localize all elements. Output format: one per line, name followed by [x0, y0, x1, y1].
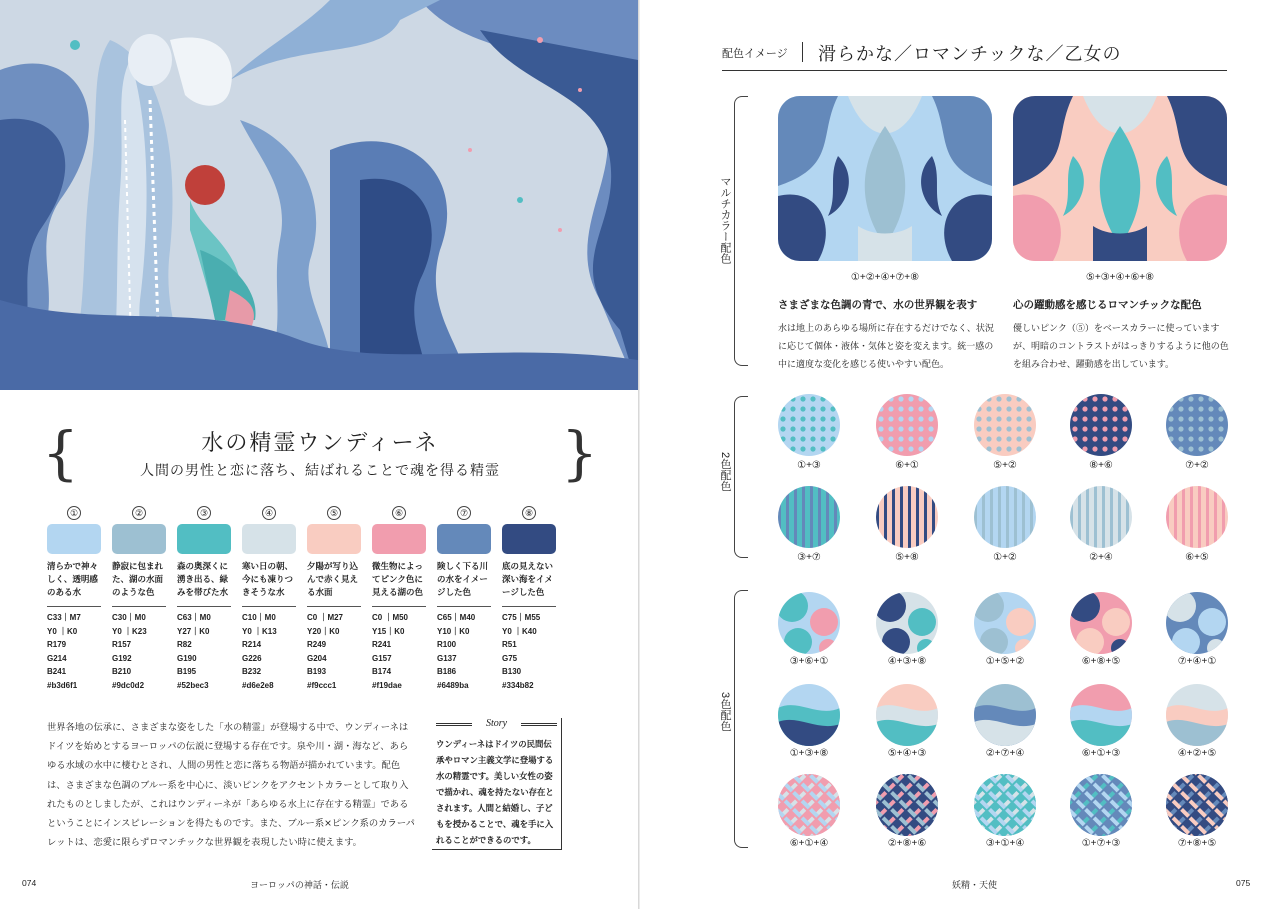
two-color-pattern	[1070, 486, 1132, 548]
multi-caption-2: ⑤+③+④+⑥+⑧	[1085, 272, 1155, 283]
three-color-caption: ③+⑥+①	[789, 656, 829, 667]
footer-right: 妖精・天使	[952, 881, 998, 891]
swatch-1	[47, 506, 101, 693]
swatch-number: ⑦	[457, 506, 471, 520]
color-values: C0 ｜M27 Y20｜K0 R249 G204 B193 #f9ccc1	[307, 613, 344, 690]
three-color-caption: ②+⑦+④	[985, 748, 1025, 759]
multi-pattern-2	[1013, 96, 1227, 261]
swatch-number: ④	[262, 506, 276, 520]
story-text: ウンディーネはドイツの民間伝承やロマン主義文学に登場する水の精霊です。美しい女性の姿で描かれ、魂を持たない存在とされます。人間と結婚し、子どもを授かることで、魂を手に入れることができるのです。	[436, 739, 554, 845]
two-color-caption: ⑦+②	[1185, 460, 1209, 471]
three-color-pattern	[974, 592, 1036, 654]
swatch-number: ⑤	[327, 506, 341, 520]
page-number-left: 074	[22, 878, 37, 888]
swatch-4	[242, 506, 296, 693]
page-title: 水の精霊ウンディーネ	[201, 431, 439, 456]
color-values: C0 ｜M50 Y15｜K0 R241 G157 B174 #f19dae	[372, 613, 409, 690]
three-color-pattern	[778, 774, 840, 836]
color-chip	[502, 524, 556, 554]
three-color-pattern	[1166, 774, 1228, 836]
divider	[372, 606, 426, 607]
swatch-7	[437, 506, 491, 693]
two-color-pattern	[876, 486, 938, 548]
three-color-caption: ⑤+④+③	[887, 748, 927, 759]
color-chip	[47, 524, 101, 554]
multi-heading-1: さまざまな色調の青で、水の世界観を表す	[778, 299, 978, 311]
three-color-pattern	[778, 592, 840, 654]
divider	[112, 606, 166, 607]
multi-pattern-1	[778, 96, 992, 261]
swatch-number: ①	[67, 506, 81, 520]
three-color-pattern	[974, 774, 1036, 836]
two-color-caption: ⑤+⑧	[895, 552, 919, 563]
multi-bracket	[734, 96, 748, 366]
two-color-caption: ⑥+①	[895, 460, 919, 471]
multi-caption-1: ①+②+④+⑦+⑧	[850, 272, 920, 283]
three-color-caption: ⑥+⑧+⑤	[1081, 656, 1121, 667]
multi-text-1: 水は地上のあらゆる場所に存在するだけでなく、状況に応じて個体・液体・気体と姿を変えます。統一感の中に適度な変化を感じる使いやすい配色。	[778, 324, 994, 370]
swatch-8	[502, 506, 556, 693]
three-color-pattern	[1070, 684, 1132, 746]
swatch-description: 底の見えない深い海をイメージした色	[502, 561, 554, 597]
undine-illustration	[0, 0, 638, 390]
divider	[242, 606, 296, 607]
body-text: 世界各地の伝承に、さまざまな姿をした「水の精霊」が登場する中で、ウンディーネはドイツを始めとするヨーロッパの伝説に登場する存在です。泉や川・湖・海など、あらゆる水域の水中に棲むとされ、人間の男性と恋に落ちる物語が描かれています。配色は、さまざまな色調のブルー系を中心に、淡いピンクをアクセントカラーとして取り入れたものとしましたが、これはウンディーネが「あらゆる水上に存在する精霊」であるということにインスピレーションを得たものです。また、ブルー系×ピンク系のカラーパレットは、恋愛に限らずロマンチックな世界観を表現したい時に使えます。	[47, 722, 415, 849]
swatch-description: 静寂に包まれた、湖の水面のような色	[112, 561, 164, 597]
color-chip	[437, 524, 491, 554]
swatch-number: ⑥	[392, 506, 406, 520]
three-color-caption: ①+⑦+③	[1081, 838, 1121, 849]
two-color-caption: ③+⑦	[797, 552, 821, 563]
left-brace: {	[42, 419, 79, 487]
header-rule	[722, 70, 1227, 71]
two-color-caption: ①+②	[993, 552, 1017, 563]
swatch-description: 森の奥深くに湧き出る、緑みを帯びた水	[177, 561, 229, 597]
two-color-pattern	[974, 394, 1036, 456]
swatch-description: 清らかで神々しく、透明感のある水	[47, 561, 99, 597]
multi-label: マルチカラー配色	[719, 176, 731, 264]
two-color-caption: ⑤+②	[993, 460, 1017, 471]
color-chip	[372, 524, 426, 554]
swatch-number: ⑧	[522, 506, 536, 520]
story-box	[432, 718, 562, 850]
three-color-caption: ②+⑧+⑥	[887, 838, 927, 849]
three-color-caption: ①+⑤+②	[985, 656, 1025, 667]
color-chip	[112, 524, 166, 554]
title-block	[40, 419, 600, 487]
three-bracket	[734, 590, 748, 848]
two-color-caption: ②+④	[1089, 552, 1113, 563]
two-color-caption: ①+③	[797, 460, 821, 471]
three-color-pattern	[1166, 592, 1228, 654]
color-values: C30｜M0 Y0 ｜K23 R157 G192 B210 #9dc0d2	[112, 613, 147, 690]
three-color-pattern	[974, 684, 1036, 746]
divider	[307, 606, 361, 607]
three-color-caption: ①+③+⑧	[789, 748, 829, 759]
color-values: C10｜M0 Y0 ｜K13 R214 G226 B232 #d6e2e8	[242, 613, 277, 690]
swatch-6	[372, 506, 426, 693]
two-color-pattern	[1166, 486, 1228, 548]
three-color-pattern	[876, 774, 938, 836]
three-color-pattern	[876, 592, 938, 654]
three-color-caption: ③+①+④	[985, 838, 1025, 849]
two-color-pattern	[974, 486, 1036, 548]
color-values: C65｜M40 Y10｜K0 R100 G137 B186 #6489ba	[437, 613, 476, 690]
three-color-pattern	[1070, 592, 1132, 654]
swatch-description: 微生物によってピンク色に見える湖の色	[372, 561, 424, 597]
three-color-caption: ⑥+①+③	[1081, 748, 1121, 759]
three-color-caption: ⑥+①+④	[789, 838, 829, 849]
color-chip	[307, 524, 361, 554]
three-color-caption: ⑦+④+①	[1177, 656, 1217, 667]
multi-heading-2: 心の躍動感を感じるロマンチックな配色	[1013, 299, 1202, 311]
two-color-pattern	[778, 486, 840, 548]
divider	[502, 606, 556, 607]
divider	[47, 606, 101, 607]
swatch-description: 夕陽が写り込んで赤く見える水面	[307, 561, 359, 597]
color-chip	[242, 524, 296, 554]
swatch-3	[177, 506, 231, 693]
swatch-description: 険しく下る川の水をイメージした色	[437, 561, 489, 597]
color-values: C33｜M7 Y0 ｜K0 R179 G214 B241 #b3d6f1	[47, 613, 81, 690]
gutter	[638, 0, 640, 909]
story-heading: Story	[432, 718, 561, 730]
three-color-caption: ④+③+⑧	[887, 656, 927, 667]
three-color-pattern	[778, 684, 840, 746]
swatch-description: 寒い日の朝、今にも凍りつきそうな水	[242, 561, 294, 597]
two-color-pattern	[1166, 394, 1228, 456]
three-color-pattern	[1166, 684, 1228, 746]
two-color-caption: ⑥+⑤	[1185, 552, 1209, 563]
footer-left: ヨーロッパの神話・伝説	[250, 881, 349, 891]
three-label: 3色配色	[719, 692, 731, 732]
two-color-caption: ⑧+⑥	[1089, 460, 1113, 471]
two-color-pattern	[778, 394, 840, 456]
color-swatches	[47, 506, 607, 696]
three-color-pattern	[876, 684, 938, 746]
swatch-2	[112, 506, 166, 693]
color-values: C63｜M0 Y27｜K0 R82 G190 B195 #52bec3	[177, 613, 211, 690]
two-color-pattern	[876, 394, 938, 456]
two-label: 2色配色	[719, 452, 731, 492]
three-color-pattern	[1070, 774, 1132, 836]
header-title: 滑らかな／ロマンチックな／乙女の	[818, 44, 1122, 65]
three-color-caption: ⑦+⑧+⑤	[1177, 838, 1217, 849]
right-brace: }	[561, 419, 598, 487]
two-color-pattern	[1070, 394, 1132, 456]
two-bracket	[734, 396, 748, 558]
page-number-right: 075	[1236, 878, 1251, 888]
color-chip	[177, 524, 231, 554]
header-separator	[802, 42, 803, 62]
page-subtitle: 人間の男性と恋に落ち、結ばれることで魂を得る精霊	[140, 463, 500, 479]
divider	[437, 606, 491, 607]
divider	[177, 606, 231, 607]
swatch-number: ③	[197, 506, 211, 520]
swatch-number: ②	[132, 506, 146, 520]
three-color-caption: ④+②+⑤	[1177, 748, 1217, 759]
color-values: C75｜M55 Y0 ｜K40 R51 G75 B130 #334b82	[502, 613, 541, 690]
swatch-5	[307, 506, 361, 693]
header-label: 配色イメージ	[722, 48, 788, 60]
multi-text-2: 優しいピンク（⑤）をベースカラーに使っていますが、明暗のコントラストがはっきりするように他の色を組み合わせ、躍動感を出しています。	[1013, 324, 1229, 370]
